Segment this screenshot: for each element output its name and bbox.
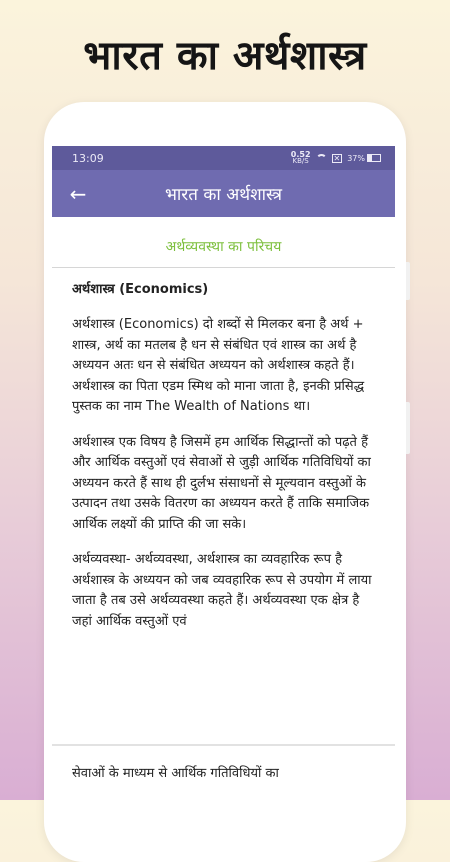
speed-unit: KB/S [292, 157, 309, 165]
phone-screen [52, 146, 395, 800]
status-time: 13:09 [72, 151, 104, 165]
article-heading: अर्थशास्त्र (Economics) [72, 282, 209, 297]
section-heading: अर्थव्यवस्था का परिचय [165, 239, 282, 255]
battery-icon [347, 154, 381, 163]
status-bar [52, 146, 395, 170]
app-bar-title: भारत का अर्थशास्त्र [164, 185, 283, 205]
promo-title: भारत का अर्थशास्त्र [83, 33, 367, 79]
page-divider [52, 744, 395, 746]
article-paragraph: अर्थशास्त्र (Economics) दो शब्दों से मिलकर बना है अर्थ + शास्त्र, अर्थ का मतलब है धन से संबंधित एवं शास्त्र का अर्थ है अध्ययन अतः धन से संबंधित अध्ययन को अर्थशास्त्र कहते हैं। अर्थशास्त्र का पिता एडम स्मिथ को माना जाता है, इनकी प्रसिद्ध पुस्तक का नाम The Wealth of Nations था। [72, 317, 365, 414]
back-arrow-icon[interactable]: ← [69, 181, 87, 206]
volume-button [406, 262, 410, 300]
battery-level [368, 155, 372, 161]
app-bar [52, 170, 395, 217]
article-content [52, 268, 395, 632]
wifi-icon [316, 154, 327, 162]
article-paragraph: अर्थव्यवस्था- अर्थव्यवस्था, अर्थशास्त्र का व्यवहारिक रूप है अर्थशास्त्र के अध्ययन को जब व्यवहारिक रूप से उपयोग में लाया जाता है तब उसे अर्थव्यवस्था कहते हैं। अर्थव्यवस्था एक क्षेत्र है जहां आर्थिक वस्तुओं एवं [72, 552, 372, 629]
power-button [406, 402, 410, 454]
article-paragraph: अर्थशास्त्र एक विषय है जिसमें हम आर्थिक सिद्धान्तों को पढ़ते हैं और आर्थिक वस्तुओं एवं सेवाओं से जुड़ी आर्थिक गतिविधियों का अध्ययन करते हैं साथ ही दुर्लभ संसाधनों से मूल्यवान वस्तुओं के उत्पादन तथा उसके वितरण का अध्ययन करते हैं ताकि समाजिक आर्थिक लक्ष्यों की प्राप्ति की जा सके। [72, 434, 371, 532]
status-icons [291, 151, 381, 165]
speed-value: 0.52 [290, 150, 311, 159]
article-continuation: सेवाओं के माध्यम से आर्थिक गतिविधियों का [72, 766, 279, 781]
battery-text: 37% [347, 153, 365, 163]
network-speed [291, 151, 311, 165]
sim-icon: ✕ [333, 153, 341, 163]
